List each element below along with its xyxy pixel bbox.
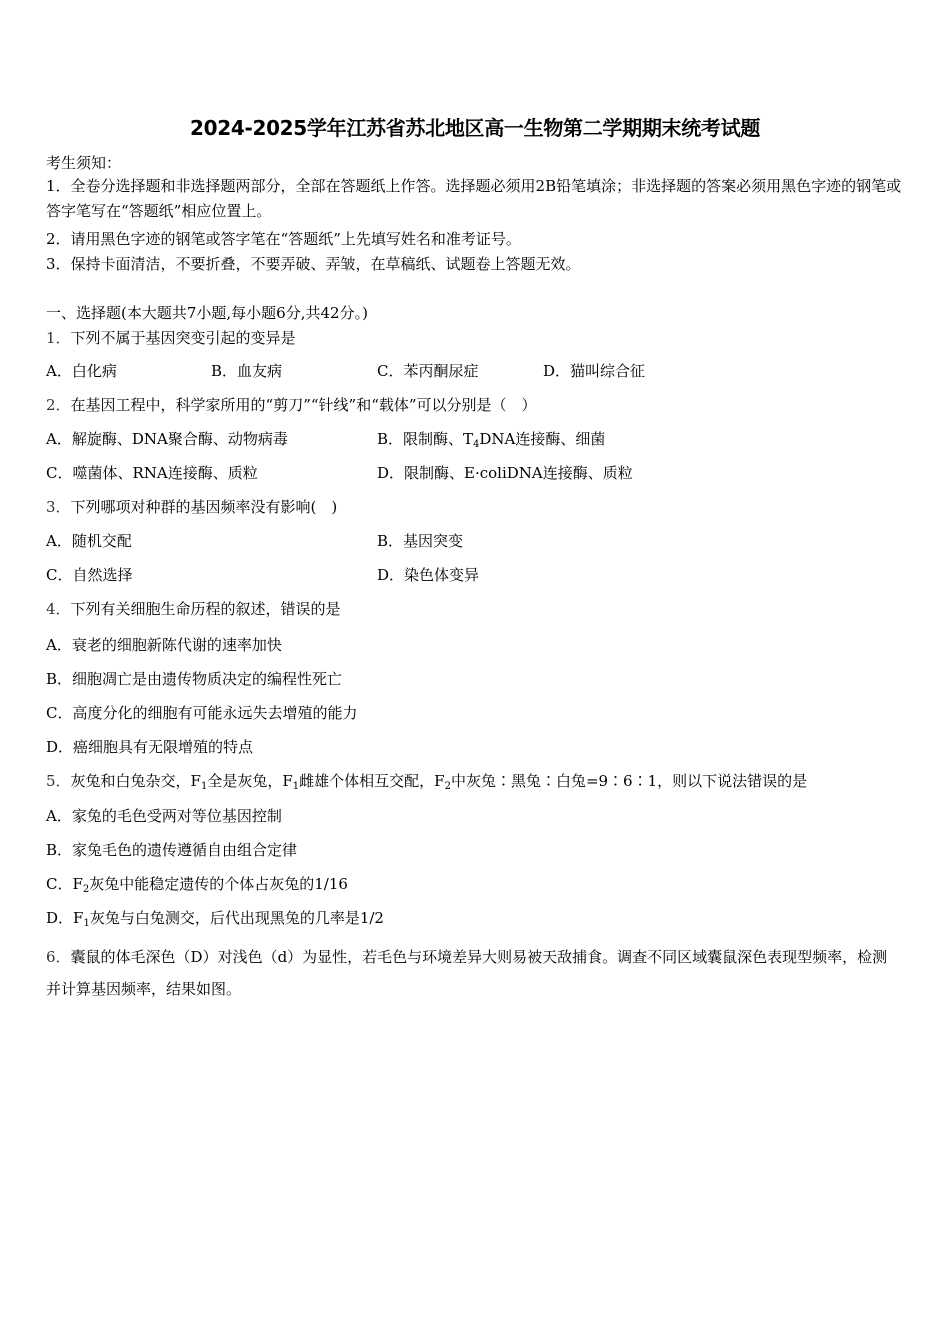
question-number: 5． <box>46 772 71 790</box>
q2-option-b: B．限制酶、$T_4DNA$连接酶、细菌 <box>377 430 606 450</box>
question-number: 4． <box>46 600 71 618</box>
q3-option-a: A．随机交配 <box>46 532 132 550</box>
q3-option-c: C．自然选择 <box>46 566 133 584</box>
question-number: 2． <box>46 396 71 414</box>
q4-option-d: D．癌细胞具有无限增殖的特点 <box>46 738 254 756</box>
question-number: 6． <box>46 948 71 966</box>
question-text: 在基因工程中，科学家所用的“剪刀”“针线”和“载体”可以分别是（ ） <box>70 396 537 414</box>
q4-option-b: B．细胞凋亡是由遗传物质决定的编程性死亡 <box>46 670 343 688</box>
question-text: 囊鼠的体毛深色（D）对浅色（d）为显性，若毛色与环境差异大则易被天敌捕食。调查不同区域囊鼠深色表现型频率，检测并计算基因频率，结果如图。 <box>46 948 888 998</box>
page-title: 2024-2025学年江苏省苏北地区高一生物第二学期期末统考试题 <box>189 116 761 140</box>
q3-option-d: D．染色体变异 <box>377 566 480 584</box>
q1-option-b: B．血友病 <box>211 362 283 380</box>
q4-option-a: A．衰老的细胞新陈代谢的速率加快 <box>46 636 282 654</box>
question-4-stem <box>46 598 341 619</box>
q4-option-c: C．高度分化的细胞有可能永远失去增殖的能力 <box>46 704 358 722</box>
question-1-stem <box>46 327 296 348</box>
question-number: 1． <box>46 329 71 347</box>
question-text: 下列哪项对种群的基因频率没有影响( ) <box>70 498 338 516</box>
notice-item-2: 2．请用黑色字迹的钢笔或答字笔在“答题纸”上先填写姓名和准考证号。 <box>46 230 521 248</box>
section-heading: 一、选择题(本大题共7小题,每小题6分,共42分。) <box>46 304 368 322</box>
q5-option-c: C．$F_2$灰兔中能稳定遗传的个体占灰兔的1/16 <box>46 875 348 895</box>
question-number: 3． <box>46 498 71 516</box>
notice-item-1: 1．全卷分选择题和非选择题两部分，全部在答题纸上作答。选择题必须用2B铅笔填涂；非选择题的答案必须用黑色字迹的钢笔或答字笔写在“答题纸”相应位置上。 <box>46 177 902 220</box>
question-2-stem <box>46 394 537 415</box>
question-6-stem <box>46 941 902 1005</box>
question-5-stem: 5．灰兔和白兔杂交，$F_1$全是灰兔，$F_1$雌雄个体相互交配，$F_2$中灰兔∶黑兔∶白兔=9∶6∶1，则以下说法错误的是 <box>46 772 808 792</box>
question-text: 下列不属于基因突变引起的变异是 <box>70 329 296 347</box>
q2-option-d: D．限制酶、E·coliDNA连接酶、质粒 <box>377 464 633 482</box>
q3-option-b: B．基因突变 <box>377 532 464 550</box>
notice-item-3: 3．保持卡面清洁，不要折叠，不要弄破、弄皱，在草稿纸、试题卷上答题无效。 <box>46 255 581 273</box>
q1-option-d: D．猫叫综合征 <box>543 362 646 380</box>
q2-option-a: A．解旋酶、DNA聚合酶、动物病毒 <box>46 430 288 448</box>
q5-option-b: B．家兔毛色的遗传遵循自由组合定律 <box>46 841 298 859</box>
q5-option-a: A．家兔的毛色受两对等位基因控制 <box>46 807 282 825</box>
question-3-stem <box>46 496 337 517</box>
question-text: 下列有关细胞生命历程的叙述，错误的是 <box>70 600 341 618</box>
notice-heading: 考生须知： <box>46 154 122 172</box>
q5-option-d: D．$F_1$灰兔与白兔测交，后代出现黑兔的几率是1/2 <box>46 909 384 929</box>
q2-option-c: C．噬菌体、RNA连接酶、质粒 <box>46 464 258 482</box>
q1-option-a: A．白化病 <box>46 362 117 380</box>
q1-option-c: C．苯丙酮尿症 <box>377 362 479 380</box>
